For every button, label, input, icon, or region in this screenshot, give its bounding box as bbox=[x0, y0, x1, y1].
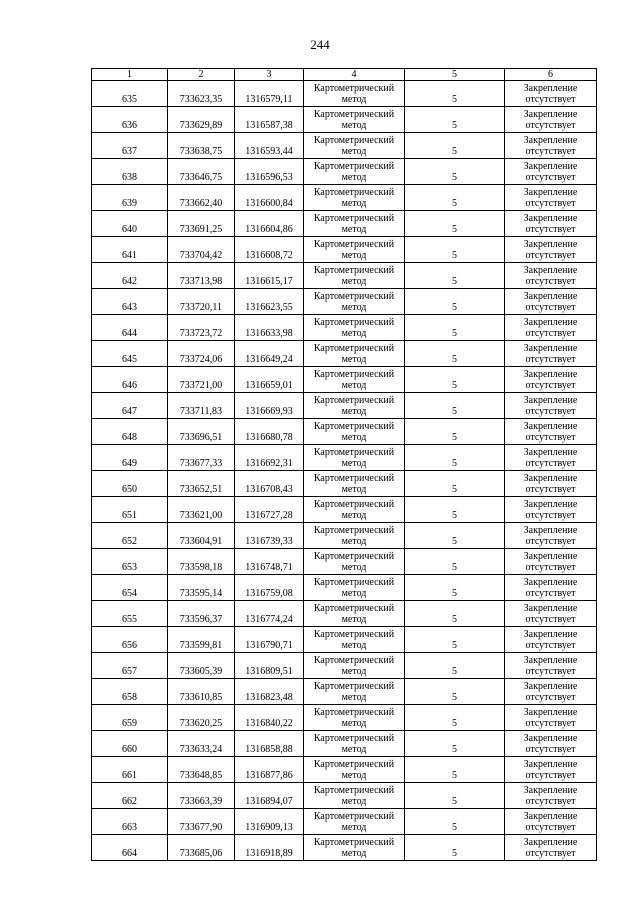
point-number-cell: 650 bbox=[92, 471, 168, 497]
accuracy-cell: 5 bbox=[405, 367, 505, 393]
table-row bbox=[92, 185, 597, 211]
fixing-cell: Закрепление отсутствует bbox=[505, 289, 597, 315]
header-cell: 6 bbox=[505, 69, 597, 81]
y-coordinate-cell: 1316692,31 bbox=[235, 445, 304, 471]
method-cell: Картометрический метод bbox=[304, 107, 405, 133]
accuracy-cell: 5 bbox=[405, 237, 505, 263]
y-coordinate-cell: 1316593,44 bbox=[235, 133, 304, 159]
method-cell: Картометрический метод bbox=[304, 393, 405, 419]
point-number-cell: 640 bbox=[92, 211, 168, 237]
table-row bbox=[92, 809, 597, 835]
fixing-cell: Закрепление отсутствует bbox=[505, 523, 597, 549]
table-row bbox=[92, 419, 597, 445]
fixing-cell: Закрепление отсутствует bbox=[505, 627, 597, 653]
accuracy-cell: 5 bbox=[405, 81, 505, 107]
x-coordinate-cell: 733724,06 bbox=[168, 341, 235, 367]
y-coordinate-cell: 1316790,71 bbox=[235, 627, 304, 653]
method-cell: Картометрический метод bbox=[304, 445, 405, 471]
accuracy-cell: 5 bbox=[405, 679, 505, 705]
accuracy-cell: 5 bbox=[405, 159, 505, 185]
method-cell: Картометрический метод bbox=[304, 341, 405, 367]
point-number-cell: 653 bbox=[92, 549, 168, 575]
fixing-cell: Закрепление отсутствует bbox=[505, 211, 597, 237]
fixing-cell: Закрепление отсутствует bbox=[505, 809, 597, 835]
table-row bbox=[92, 445, 597, 471]
table-row bbox=[92, 367, 597, 393]
x-coordinate-cell: 733652,51 bbox=[168, 471, 235, 497]
fixing-cell: Закрепление отсутствует bbox=[505, 679, 597, 705]
method-cell: Картометрический метод bbox=[304, 471, 405, 497]
point-number-cell: 643 bbox=[92, 289, 168, 315]
coordinates-table bbox=[91, 68, 597, 861]
method-cell: Картометрический метод bbox=[304, 419, 405, 445]
header-cell: 4 bbox=[304, 69, 405, 81]
accuracy-cell: 5 bbox=[405, 289, 505, 315]
x-coordinate-cell: 733621,00 bbox=[168, 497, 235, 523]
y-coordinate-cell: 1316823,48 bbox=[235, 679, 304, 705]
accuracy-cell: 5 bbox=[405, 757, 505, 783]
point-number-cell: 662 bbox=[92, 783, 168, 809]
fixing-cell: Закрепление отсутствует bbox=[505, 367, 597, 393]
method-cell: Картометрический метод bbox=[304, 211, 405, 237]
method-cell: Картометрический метод bbox=[304, 627, 405, 653]
y-coordinate-cell: 1316809,51 bbox=[235, 653, 304, 679]
y-coordinate-cell: 1316680,78 bbox=[235, 419, 304, 445]
point-number-cell: 660 bbox=[92, 731, 168, 757]
y-coordinate-cell: 1316600,84 bbox=[235, 185, 304, 211]
method-cell: Картометрический метод bbox=[304, 497, 405, 523]
x-coordinate-cell: 733720,11 bbox=[168, 289, 235, 315]
point-number-cell: 636 bbox=[92, 107, 168, 133]
table-row bbox=[92, 393, 597, 419]
point-number-cell: 656 bbox=[92, 627, 168, 653]
accuracy-cell: 5 bbox=[405, 315, 505, 341]
table-row bbox=[92, 549, 597, 575]
accuracy-cell: 5 bbox=[405, 705, 505, 731]
y-coordinate-cell: 1316909,13 bbox=[235, 809, 304, 835]
header-cell: 3 bbox=[235, 69, 304, 81]
method-cell: Картометрический метод bbox=[304, 731, 405, 757]
point-number-cell: 637 bbox=[92, 133, 168, 159]
y-coordinate-cell: 1316633,98 bbox=[235, 315, 304, 341]
y-coordinate-cell: 1316858,88 bbox=[235, 731, 304, 757]
point-number-cell: 639 bbox=[92, 185, 168, 211]
point-number-cell: 661 bbox=[92, 757, 168, 783]
point-number-cell: 638 bbox=[92, 159, 168, 185]
x-coordinate-cell: 733633,24 bbox=[168, 731, 235, 757]
table-row bbox=[92, 601, 597, 627]
x-coordinate-cell: 733713,98 bbox=[168, 263, 235, 289]
accuracy-cell: 5 bbox=[405, 601, 505, 627]
method-cell: Картометрический метод bbox=[304, 523, 405, 549]
table-row bbox=[92, 263, 597, 289]
point-number-cell: 635 bbox=[92, 81, 168, 107]
accuracy-cell: 5 bbox=[405, 835, 505, 861]
y-coordinate-cell: 1316894,07 bbox=[235, 783, 304, 809]
x-coordinate-cell: 733721,00 bbox=[168, 367, 235, 393]
point-number-cell: 648 bbox=[92, 419, 168, 445]
table-row bbox=[92, 679, 597, 705]
table-row bbox=[92, 107, 597, 133]
accuracy-cell: 5 bbox=[405, 445, 505, 471]
x-coordinate-cell: 733646,75 bbox=[168, 159, 235, 185]
x-coordinate-cell: 733677,90 bbox=[168, 809, 235, 835]
point-number-cell: 663 bbox=[92, 809, 168, 835]
fixing-cell: Закрепление отсутствует bbox=[505, 731, 597, 757]
x-coordinate-cell: 733691,25 bbox=[168, 211, 235, 237]
table-row bbox=[92, 81, 597, 107]
fixing-cell: Закрепление отсутствует bbox=[505, 315, 597, 341]
method-cell: Картометрический метод bbox=[304, 809, 405, 835]
fixing-cell: Закрепление отсутствует bbox=[505, 549, 597, 575]
x-coordinate-cell: 733596,37 bbox=[168, 601, 235, 627]
y-coordinate-cell: 1316579,11 bbox=[235, 81, 304, 107]
table-row bbox=[92, 315, 597, 341]
accuracy-cell: 5 bbox=[405, 133, 505, 159]
accuracy-cell: 5 bbox=[405, 731, 505, 757]
method-cell: Картометрический метод bbox=[304, 757, 405, 783]
x-coordinate-cell: 733711,83 bbox=[168, 393, 235, 419]
y-coordinate-cell: 1316604,86 bbox=[235, 211, 304, 237]
x-coordinate-cell: 733598,18 bbox=[168, 549, 235, 575]
header-cell: 5 bbox=[405, 69, 505, 81]
y-coordinate-cell: 1316649,24 bbox=[235, 341, 304, 367]
method-cell: Картометрический метод bbox=[304, 263, 405, 289]
fixing-cell: Закрепление отсутствует bbox=[505, 133, 597, 159]
accuracy-cell: 5 bbox=[405, 575, 505, 601]
y-coordinate-cell: 1316727,28 bbox=[235, 497, 304, 523]
x-coordinate-cell: 733629,89 bbox=[168, 107, 235, 133]
accuracy-cell: 5 bbox=[405, 549, 505, 575]
point-number-cell: 642 bbox=[92, 263, 168, 289]
fixing-cell: Закрепление отсутствует bbox=[505, 393, 597, 419]
x-coordinate-cell: 733696,51 bbox=[168, 419, 235, 445]
y-coordinate-cell: 1316659,01 bbox=[235, 367, 304, 393]
x-coordinate-cell: 733610,85 bbox=[168, 679, 235, 705]
y-coordinate-cell: 1316877,86 bbox=[235, 757, 304, 783]
y-coordinate-cell: 1316669,93 bbox=[235, 393, 304, 419]
point-number-cell: 657 bbox=[92, 653, 168, 679]
table-row bbox=[92, 731, 597, 757]
fixing-cell: Закрепление отсутствует bbox=[505, 263, 597, 289]
x-coordinate-cell: 733648,85 bbox=[168, 757, 235, 783]
page-number: 244 bbox=[310, 37, 330, 52]
table-row bbox=[92, 159, 597, 185]
x-coordinate-cell: 733723,72 bbox=[168, 315, 235, 341]
point-number-cell: 655 bbox=[92, 601, 168, 627]
x-coordinate-cell: 733623,35 bbox=[168, 81, 235, 107]
fixing-cell: Закрепление отсутствует bbox=[505, 575, 597, 601]
method-cell: Картометрический метод bbox=[304, 679, 405, 705]
header-cell: 1 bbox=[92, 69, 168, 81]
fixing-cell: Закрепление отсутствует bbox=[505, 341, 597, 367]
table-row bbox=[92, 289, 597, 315]
method-cell: Картометрический метод bbox=[304, 185, 405, 211]
point-number-cell: 659 bbox=[92, 705, 168, 731]
method-cell: Картометрический метод bbox=[304, 601, 405, 627]
method-cell: Картометрический метод bbox=[304, 289, 405, 315]
table-row bbox=[92, 627, 597, 653]
accuracy-cell: 5 bbox=[405, 471, 505, 497]
accuracy-cell: 5 bbox=[405, 211, 505, 237]
y-coordinate-cell: 1316587,38 bbox=[235, 107, 304, 133]
x-coordinate-cell: 733685,06 bbox=[168, 835, 235, 861]
y-coordinate-cell: 1316608,72 bbox=[235, 237, 304, 263]
point-number-cell: 649 bbox=[92, 445, 168, 471]
y-coordinate-cell: 1316759,08 bbox=[235, 575, 304, 601]
table-header bbox=[92, 69, 597, 81]
y-coordinate-cell: 1316918,89 bbox=[235, 835, 304, 861]
point-number-cell: 647 bbox=[92, 393, 168, 419]
y-coordinate-cell: 1316623,55 bbox=[235, 289, 304, 315]
fixing-cell: Закрепление отсутствует bbox=[505, 159, 597, 185]
method-cell: Картометрический метод bbox=[304, 133, 405, 159]
method-cell: Картометрический метод bbox=[304, 783, 405, 809]
table-row bbox=[92, 757, 597, 783]
fixing-cell: Закрепление отсутствует bbox=[505, 783, 597, 809]
accuracy-cell: 5 bbox=[405, 809, 505, 835]
fixing-cell: Закрепление отсутствует bbox=[505, 107, 597, 133]
x-coordinate-cell: 733605,39 bbox=[168, 653, 235, 679]
table-row bbox=[92, 133, 597, 159]
point-number-cell: 658 bbox=[92, 679, 168, 705]
table-row bbox=[92, 783, 597, 809]
accuracy-cell: 5 bbox=[405, 653, 505, 679]
x-coordinate-cell: 733638,75 bbox=[168, 133, 235, 159]
table-row bbox=[92, 341, 597, 367]
table-row bbox=[92, 497, 597, 523]
accuracy-cell: 5 bbox=[405, 185, 505, 211]
x-coordinate-cell: 733704,42 bbox=[168, 237, 235, 263]
y-coordinate-cell: 1316748,71 bbox=[235, 549, 304, 575]
point-number-cell: 641 bbox=[92, 237, 168, 263]
fixing-cell: Закрепление отсутствует bbox=[505, 445, 597, 471]
x-coordinate-cell: 733599,81 bbox=[168, 627, 235, 653]
point-number-cell: 646 bbox=[92, 367, 168, 393]
fixing-cell: Закрепление отсутствует bbox=[505, 835, 597, 861]
fixing-cell: Закрепление отсутствует bbox=[505, 419, 597, 445]
method-cell: Картометрический метод bbox=[304, 575, 405, 601]
accuracy-cell: 5 bbox=[405, 523, 505, 549]
y-coordinate-cell: 1316615,17 bbox=[235, 263, 304, 289]
table-row bbox=[92, 653, 597, 679]
accuracy-cell: 5 bbox=[405, 627, 505, 653]
accuracy-cell: 5 bbox=[405, 393, 505, 419]
fixing-cell: Закрепление отсутствует bbox=[505, 497, 597, 523]
table-body bbox=[92, 81, 597, 861]
x-coordinate-cell: 733595,14 bbox=[168, 575, 235, 601]
method-cell: Картометрический метод bbox=[304, 835, 405, 861]
method-cell: Картометрический метод bbox=[304, 705, 405, 731]
method-cell: Картометрический метод bbox=[304, 237, 405, 263]
table-row bbox=[92, 705, 597, 731]
fixing-cell: Закрепление отсутствует bbox=[505, 237, 597, 263]
y-coordinate-cell: 1316708,43 bbox=[235, 471, 304, 497]
point-number-cell: 664 bbox=[92, 835, 168, 861]
fixing-cell: Закрепление отсутствует bbox=[505, 757, 597, 783]
method-cell: Картометрический метод bbox=[304, 367, 405, 393]
fixing-cell: Закрепление отсутствует bbox=[505, 601, 597, 627]
table-row bbox=[92, 835, 597, 861]
x-coordinate-cell: 733663,39 bbox=[168, 783, 235, 809]
x-coordinate-cell: 733604,91 bbox=[168, 523, 235, 549]
point-number-cell: 645 bbox=[92, 341, 168, 367]
table-row bbox=[92, 237, 597, 263]
point-number-cell: 644 bbox=[92, 315, 168, 341]
point-number-cell: 651 bbox=[92, 497, 168, 523]
accuracy-cell: 5 bbox=[405, 263, 505, 289]
header-row bbox=[92, 69, 597, 81]
fixing-cell: Закрепление отсутствует bbox=[505, 185, 597, 211]
fixing-cell: Закрепление отсутствует bbox=[505, 653, 597, 679]
method-cell: Картометрический метод bbox=[304, 159, 405, 185]
y-coordinate-cell: 1316739,33 bbox=[235, 523, 304, 549]
accuracy-cell: 5 bbox=[405, 341, 505, 367]
method-cell: Картометрический метод bbox=[304, 653, 405, 679]
method-cell: Картометрический метод bbox=[304, 549, 405, 575]
fixing-cell: Закрепление отсутствует bbox=[505, 81, 597, 107]
table-row bbox=[92, 471, 597, 497]
method-cell: Картометрический метод bbox=[304, 81, 405, 107]
table-row bbox=[92, 211, 597, 237]
x-coordinate-cell: 733662,40 bbox=[168, 185, 235, 211]
x-coordinate-cell: 733677,33 bbox=[168, 445, 235, 471]
accuracy-cell: 5 bbox=[405, 497, 505, 523]
y-coordinate-cell: 1316840,22 bbox=[235, 705, 304, 731]
fixing-cell: Закрепление отсутствует bbox=[505, 471, 597, 497]
accuracy-cell: 5 bbox=[405, 419, 505, 445]
x-coordinate-cell: 733620,25 bbox=[168, 705, 235, 731]
accuracy-cell: 5 bbox=[405, 107, 505, 133]
point-number-cell: 654 bbox=[92, 575, 168, 601]
method-cell: Картометрический метод bbox=[304, 315, 405, 341]
fixing-cell: Закрепление отсутствует bbox=[505, 705, 597, 731]
y-coordinate-cell: 1316774,24 bbox=[235, 601, 304, 627]
table-row bbox=[92, 523, 597, 549]
y-coordinate-cell: 1316596,53 bbox=[235, 159, 304, 185]
table-row bbox=[92, 575, 597, 601]
accuracy-cell: 5 bbox=[405, 783, 505, 809]
point-number-cell: 652 bbox=[92, 523, 168, 549]
header-cell: 2 bbox=[168, 69, 235, 81]
